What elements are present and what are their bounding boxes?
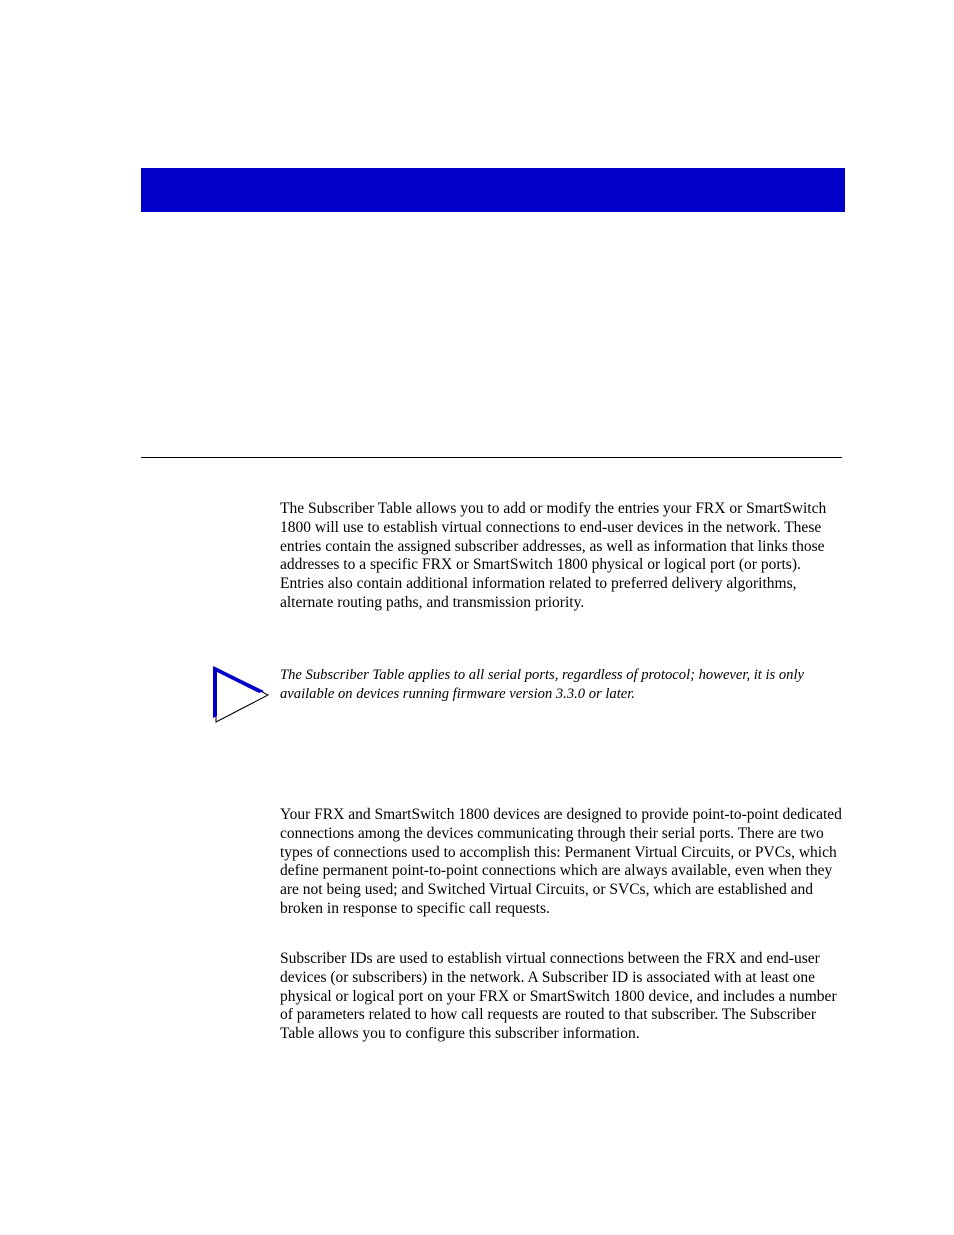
body-paragraph-connections: Your FRX and SmartSwitch 1800 devices are designed to provide point-to-point dedicated connections among the devices communicating through their serial ports. There are two types of connections used to accomplish this: Permanent Virtual Circuits, or PVCs, which define permanent point-to-point connections which are always available, even when they are not being used; and Switched Virtual Circuits, or SVCs, which are established and broken in response to specific call requests. [280, 806, 842, 917]
body-paragraph-subscriber-ids: Subscriber IDs are used to establish virtual connections between the FRX and end-user devices (or subscribers) in the network. A Subscriber ID is associated with at least one physical or logical port on your FRX or SmartSwitch 1800 device, and includes a number of parameters related to how call requests are routed to that subscriber. The Subscriber Table allows you to configure this subscriber information. [280, 950, 837, 1042]
note-text: The Subscriber Table applies to all serial ports, regardless of protocol; however, it is only available on devices running firmware version 3.3.0 or later. [280, 667, 805, 702]
section-divider [141, 457, 842, 458]
note-triangle-icon [212, 664, 270, 724]
chapter-header-bar [141, 168, 845, 212]
intro-paragraph: The Subscriber Table allows you to add or modify the entries your FRX or SmartSwitch 1800 will use to establish virtual connections to end-user devices in the network. These entries contain the assigned subscriber addresses, as well as information that links those addresses to a specific FRX or SmartSwitch 1800 physical or logical port (or ports). Entries also contain additional information related to preferred delivery algorithms, alternate routing paths, and transmission priority. [280, 500, 827, 611]
